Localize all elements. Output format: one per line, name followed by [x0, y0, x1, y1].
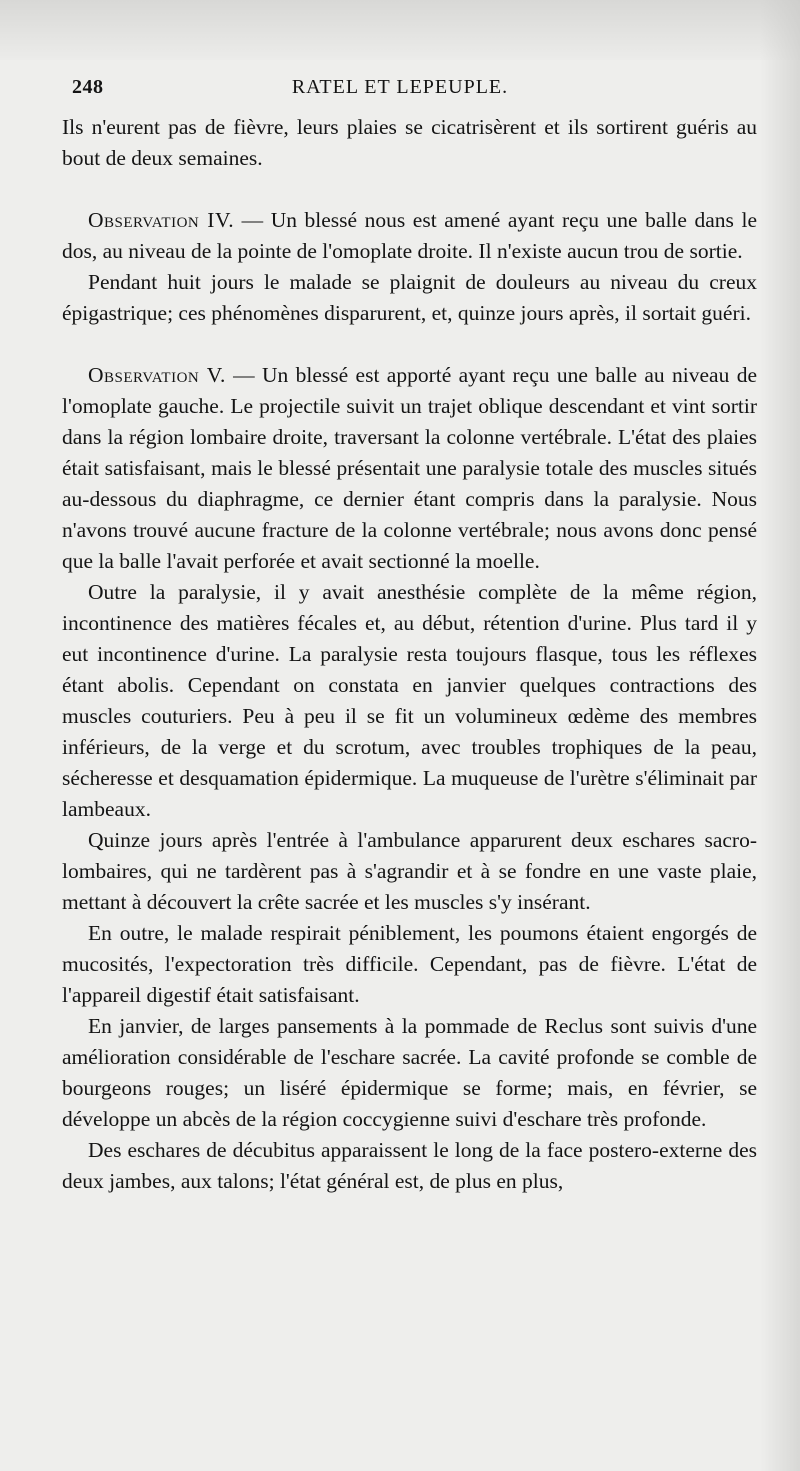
paragraph	[62, 112, 757, 174]
page-gutter-shading	[760, 0, 800, 1471]
paragraph	[62, 1011, 757, 1135]
paragraph	[62, 1135, 757, 1197]
paragraph-text: En janvier, de larges pansements à la pommade de Reclus sont suivis d'une amélioration considérable de l'eschare sacrée. La cavité profonde se comble de bourgeons rouges; un liséré épidermique se forme; mais, en février, se développe un abcès de la région coccygienne suivi d'eschare très profonde.	[62, 1014, 757, 1131]
page-header	[72, 76, 728, 102]
observation-label: Observation IV.	[88, 208, 235, 232]
observation-paragraph	[62, 360, 757, 577]
paragraph-text: Ils n'eurent pas de fièvre, leurs plaies se cicatrisèrent et ils sortirent guéris au bout de deux semaines.	[62, 115, 757, 170]
paragraph-text: En outre, le malade respirait péniblement, les poumons étaient engorgés de mucosités, l'expectoration très difficile. Cependant, pas de fièvre. L'état de l'appareil digestif était satisfaisant.	[62, 921, 757, 1007]
page-number: 248	[72, 76, 104, 98]
paragraph-text: — Un blessé est apporté ayant reçu une balle au niveau de l'omoplate gauche. Le projectile suivit un trajet oblique descendant et vint sortir dans la région lombaire droite, traversant la colonne vertébrale. L'état des plaies était satisfaisant, mais le blessé présentait une paralysie totale des muscles situés au-dessous du diaphragme, ce dernier étant compris dans la paralysie. Nous n'avons trouvé aucune fracture de la colonne vertébrale; nous avons donc pensé que la balle l'avait perforée et avait sectionné la moelle.	[62, 363, 757, 573]
paragraph	[62, 267, 757, 329]
paragraph	[62, 577, 757, 825]
paragraph	[62, 918, 757, 1011]
paragraph-text: Outre la paralysie, il y avait anesthésie complète de la même région, incontinence des matières fécales et, au début, rétention d'urine. Plus tard il y eut incontinence d'urine. La paralysie resta toujours flasque, tous les réflexes étant abolis. Cependant on constata en janvier quelques contractions des muscles couturiers. Peu à peu il se fit un volumineux œdème des membres inférieurs, de la verge et du scrotum, avec troubles trophiques de la peau, sécheresse et desquamation épidermique. La muqueuse de l'urètre s'éliminait par lambeaux.	[62, 580, 757, 821]
observation-paragraph	[62, 205, 757, 267]
paragraph-text: Pendant huit jours le malade se plaignit de douleurs au niveau du creux épigastrique; ces phénomènes disparurent, et, quinze jours après, il sortait guéri.	[62, 270, 757, 325]
running-head: RATEL ET LEPEUPLE.	[291, 76, 509, 98]
paragraph-text: Des eschares de décubitus apparaissent le long de la face postero-externe des deux jambes, aux talons; l'état général est, de plus en plus,	[62, 1138, 757, 1193]
paragraph	[62, 825, 757, 918]
paragraph-text: Quinze jours après l'entrée à l'ambulance apparurent deux eschares sacro-lombaires, qui ne tardèrent pas à s'agrandir et à se fondre en une vaste plaie, mettant à découvert la crête sacrée et les muscles s'y insérant.	[62, 828, 757, 914]
paragraph-text: — Un blessé nous est amené ayant reçu une balle dans le dos, au niveau de la pointe de l'omoplate droite. Il n'existe aucun trou de sortie.	[62, 208, 757, 263]
body-text	[62, 112, 757, 1197]
page-top-shading	[0, 0, 800, 60]
observation-label: Observation V.	[88, 363, 226, 387]
